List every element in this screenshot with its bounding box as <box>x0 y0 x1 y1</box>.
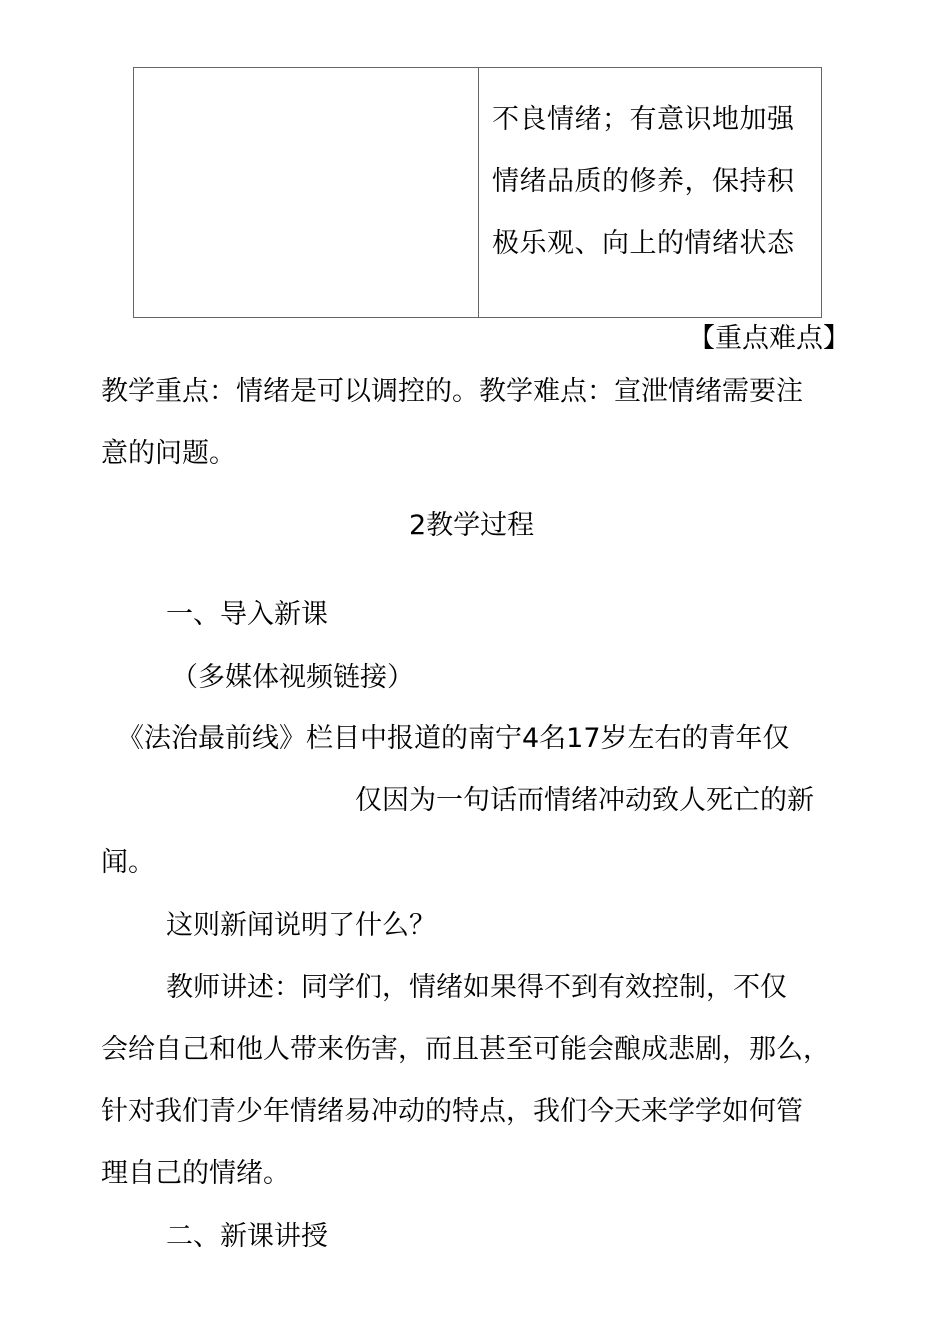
news-line: 闻。 <box>101 847 155 878</box>
key-difficulty-line: 教学重点：情绪是可以调控的。教学难点：宣泄情绪需要注 <box>101 376 803 407</box>
table-right-cell <box>492 89 822 275</box>
news-line: 《法治最前线》栏目中报道的南宁4名17岁左右的青年仅 <box>117 723 790 754</box>
table-cell-line: 不良情绪；有意识地加强 <box>492 104 795 135</box>
news-line: 仅因为一句话而情绪冲动致人死亡的新 <box>355 785 814 816</box>
question-text: 这则新闻说明了什么？ <box>166 910 436 941</box>
section-heading: 2教学过程 <box>409 510 535 541</box>
table-cell-line: 极乐观、向上的情绪状态 <box>492 228 795 259</box>
part1-heading: 一、导入新课 <box>166 599 328 630</box>
part2-heading: 二、新课讲授 <box>166 1221 328 1252</box>
teacher-line: 教师讲述：同学们，情绪如果得不到有效控制，不仅 <box>166 972 787 1003</box>
teacher-line: 理自己的情绪。 <box>101 1158 290 1189</box>
media-note: （多媒体视频链接） <box>171 662 414 693</box>
table-cell-line: 情绪品质的修养，保持积 <box>492 166 795 197</box>
teacher-line: 会给自己和他人带来伤害，而且甚至可能会酿成悲剧，那么， <box>101 1034 830 1065</box>
teacher-line: 针对我们青少年情绪易冲动的特点，我们今天来学学如何管 <box>101 1096 803 1127</box>
key-difficulty-heading: 【重点难点】 <box>688 323 850 354</box>
table-column-divider <box>478 68 479 317</box>
key-difficulty-line: 意的问题。 <box>101 438 236 469</box>
objectives-table <box>133 67 822 318</box>
